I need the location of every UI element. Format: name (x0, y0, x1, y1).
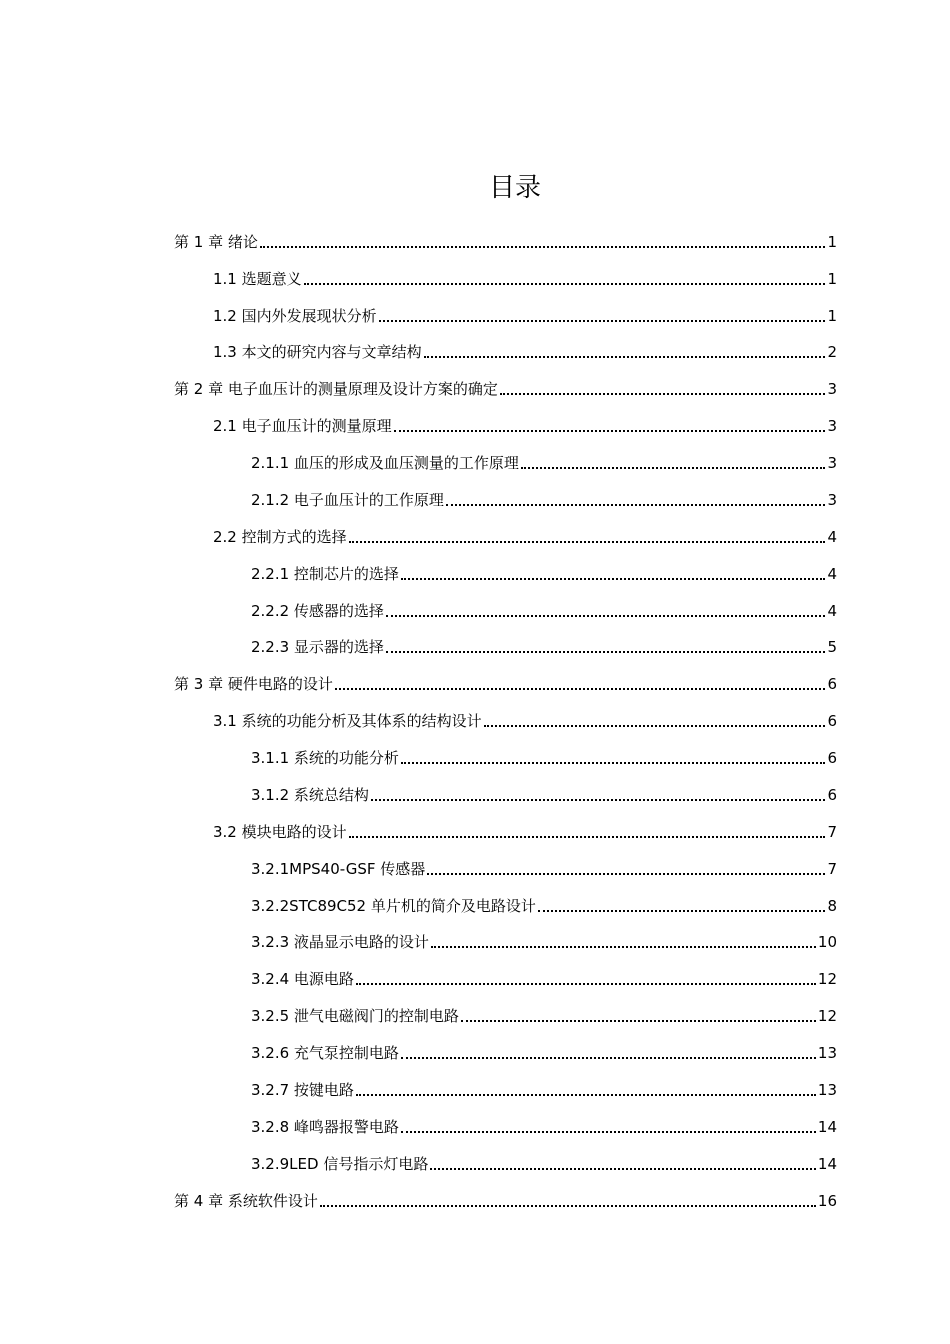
toc-entry-page: 2 (827, 343, 837, 361)
toc-entry-page: 12 (817, 970, 837, 988)
dot-leader (260, 246, 826, 248)
toc-entry-section-3-2-5[interactable] (251, 1004, 837, 1026)
toc-entry-chapter-2[interactable] (174, 377, 837, 399)
toc-entry-label: 3.2.3 液晶显示电路的设计 (251, 933, 429, 951)
toc-entry-section-3-2-1[interactable] (251, 857, 837, 879)
toc-entry-page: 14 (817, 1155, 837, 1173)
dot-leader (430, 1168, 816, 1170)
toc-entry-page: 6 (827, 712, 837, 730)
dot-leader (304, 283, 826, 285)
dot-leader (386, 651, 826, 653)
toc-entry-label: 2.1 电子血压计的测量原理 (213, 417, 392, 435)
toc-entry-label: 3.2.7 按键电路 (251, 1081, 354, 1099)
toc-entry-label: 1.3 本文的研究内容与文章结构 (213, 343, 422, 361)
toc-entry-page: 8 (827, 897, 837, 915)
toc-entry-page: 4 (827, 565, 837, 583)
toc-entry-label: 3.2.6 充气泵控制电路 (251, 1044, 399, 1062)
dot-leader (349, 541, 826, 543)
toc-entry-label: 3.1 系统的功能分析及其体系的结构设计 (213, 712, 482, 730)
toc-entry-label: 3.1.1 系统的功能分析 (251, 749, 399, 767)
dot-leader (401, 1057, 816, 1059)
toc-entry-label: 3.1.2 系统总结构 (251, 786, 369, 804)
toc-entry-page: 4 (827, 602, 837, 620)
toc-entry-section-2-2[interactable] (213, 525, 837, 547)
toc-entry-section-3-2-7[interactable] (251, 1078, 837, 1100)
toc-entry-page: 1 (827, 233, 837, 251)
toc-entry-label: 2.2 控制方式的选择 (213, 528, 347, 546)
toc-entry-label: 2.1.2 电子血压计的工作原理 (251, 491, 444, 509)
dot-leader (386, 615, 826, 617)
dot-leader (394, 430, 826, 432)
toc-entry-section-2-2-2[interactable] (251, 599, 837, 621)
toc-entry-chapter-3[interactable] (174, 672, 837, 694)
toc-entry-label: 3.2.8 峰鸣器报警电路 (251, 1118, 399, 1136)
toc-entry-page: 13 (817, 1081, 837, 1099)
dot-leader (335, 688, 826, 690)
toc-entry-page: 3 (827, 491, 837, 509)
toc-entry-page: 12 (817, 1007, 837, 1025)
toc-entry-chapter-4[interactable] (174, 1189, 837, 1211)
toc-entry-section-3-1[interactable] (213, 709, 837, 731)
toc-entry-label: 3.2 模块电路的设计 (213, 823, 347, 841)
toc-entry-section-1-1[interactable] (213, 267, 837, 289)
dot-leader (401, 762, 826, 764)
dot-leader (356, 983, 816, 985)
dot-leader (401, 578, 826, 580)
toc-entry-section-3-2-2[interactable] (251, 894, 837, 916)
dot-leader (349, 836, 826, 838)
toc-title: 目录 (488, 173, 541, 203)
toc-entry-section-3-2-8[interactable] (251, 1115, 837, 1137)
toc-entry-label: 3.2.9LED 信号指示灯电路 (251, 1155, 429, 1173)
toc-entry-label: 2.2.3 显示器的选择 (251, 638, 384, 656)
toc-entry-label: 第 3 章 硬件电路的设计 (174, 675, 333, 693)
dot-leader (356, 1094, 816, 1096)
dot-leader (379, 320, 826, 322)
dot-leader (538, 910, 826, 912)
toc-entry-page: 6 (827, 749, 837, 767)
toc-entry-page: 13 (817, 1044, 837, 1062)
toc-entry-page: 3 (827, 454, 837, 472)
toc-entry-page: 7 (827, 823, 837, 841)
dot-leader (424, 356, 826, 358)
toc-entry-section-3-2[interactable] (213, 820, 837, 842)
toc-entry-label: 1.2 国内外发展现状分析 (213, 307, 377, 325)
dot-leader (484, 725, 826, 727)
toc-entry-page: 10 (817, 933, 837, 951)
toc-entry-label: 1.1 选题意义 (213, 270, 302, 288)
toc-entry-section-1-3[interactable] (213, 340, 837, 362)
toc-entry-section-2-1-2[interactable] (251, 488, 837, 510)
dot-leader (401, 1131, 816, 1133)
toc-entry-section-3-2-6[interactable] (251, 1041, 837, 1063)
toc-entry-chapter-1[interactable] (174, 230, 837, 252)
toc-entry-label: 3.2.2STC89C52 单片机的简介及电路设计 (251, 897, 536, 915)
toc-entry-label: 第 4 章 系统软件设计 (174, 1192, 318, 1210)
toc-entry-label: 2.2.2 传感器的选择 (251, 602, 384, 620)
toc-entry-page: 3 (827, 417, 837, 435)
dot-leader (431, 946, 816, 948)
toc-entry-section-3-2-3[interactable] (251, 930, 837, 952)
toc-entry-label: 3.2.4 电源电路 (251, 970, 354, 988)
toc-entry-section-3-2-4[interactable] (251, 967, 837, 989)
dot-leader (371, 799, 826, 801)
toc-entry-page: 3 (827, 380, 837, 398)
toc-entry-section-2-2-3[interactable] (251, 635, 837, 657)
toc-entry-page: 6 (827, 675, 837, 693)
dot-leader (320, 1205, 816, 1207)
toc-entry-section-2-2-1[interactable] (251, 562, 837, 584)
toc-entry-section-3-1-1[interactable] (251, 746, 837, 768)
toc-entry-page: 4 (827, 528, 837, 546)
toc-entry-label: 2.2.1 控制芯片的选择 (251, 565, 399, 583)
toc-entry-section-3-2-9[interactable] (251, 1152, 837, 1174)
dot-leader (446, 504, 826, 506)
toc-entry-label: 第 2 章 电子血压计的测量原理及设计方案的确定 (174, 380, 498, 398)
toc-entry-page: 7 (827, 860, 837, 878)
toc-entry-label: 2.1.1 血压的形成及血压测量的工作原理 (251, 454, 519, 472)
toc-entry-section-2-1[interactable] (213, 414, 837, 436)
dot-leader (461, 1020, 816, 1022)
dot-leader (500, 393, 826, 395)
toc-entry-label: 3.2.1MPS40-GSF 传感器 (251, 860, 426, 878)
toc-entry-page: 1 (827, 307, 837, 325)
toc-entry-label: 3.2.5 泄气电磁阀门的控制电路 (251, 1007, 459, 1025)
toc-entry-page: 16 (817, 1192, 837, 1210)
toc-entry-section-1-2[interactable] (213, 304, 837, 326)
toc-entry-page: 5 (827, 638, 837, 656)
toc-entry-page: 14 (817, 1118, 837, 1136)
dot-leader (427, 873, 825, 875)
toc-entry-section-2-1-1[interactable] (251, 451, 837, 473)
toc-entry-page: 1 (827, 270, 837, 288)
toc-entry-section-3-1-2[interactable] (251, 783, 837, 805)
dot-leader (521, 467, 826, 469)
toc-entry-page: 6 (827, 786, 837, 804)
toc-entry-label: 第 1 章 绪论 (174, 233, 258, 251)
